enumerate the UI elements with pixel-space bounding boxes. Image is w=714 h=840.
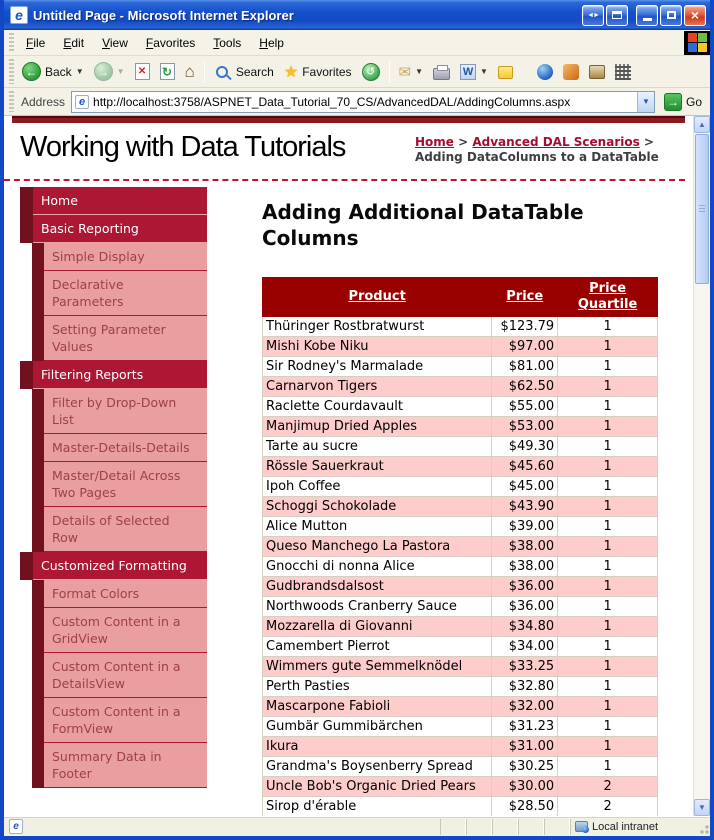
vertical-scrollbar[interactable] xyxy=(693,116,710,816)
sidebar-level-block xyxy=(32,743,44,788)
status-pane xyxy=(492,819,518,835)
cell-price: $45.00 xyxy=(492,477,558,497)
table-row xyxy=(263,577,658,597)
cell-product: Carnarvon Tigers xyxy=(263,377,492,397)
table-row xyxy=(263,417,658,437)
status-page-icon: e xyxy=(9,819,23,834)
stop-button[interactable] xyxy=(130,60,155,83)
table-row xyxy=(263,637,658,657)
sidebar-item-label: Master/Detail Across Two Pages xyxy=(44,462,207,507)
security-zone xyxy=(570,819,698,835)
cell-product: Gnocchi di nonna Alice xyxy=(263,557,492,577)
cell-product: Schoggi Schokolade xyxy=(263,497,492,517)
table-row xyxy=(263,457,658,477)
cell-quartile: 1 xyxy=(558,577,658,597)
edit-dropdown-icon[interactable]: ▼ xyxy=(480,67,488,76)
mail-icon: ✉ xyxy=(398,63,412,81)
table-row xyxy=(263,677,658,697)
address-input[interactable] xyxy=(71,91,655,113)
table-row xyxy=(263,377,658,397)
breadcrumb-separator: > xyxy=(639,135,654,149)
cell-quartile: 1 xyxy=(558,537,658,557)
cell-product: Sirop d'érable xyxy=(263,797,492,817)
sidebar-item-label: Format Colors xyxy=(44,580,207,608)
ie-app-icon: e xyxy=(10,6,28,24)
address-url[interactable]: http://localhost:3758/ASPNET_Data_Tutorial_70_CS/AdvancedDAL/AddingColumns.aspx xyxy=(93,94,571,109)
cell-quartile: 2 xyxy=(558,797,658,817)
menu-item[interactable]: File xyxy=(26,35,46,50)
sidebar-level-block xyxy=(20,215,33,243)
sidebar-level-block xyxy=(32,462,44,507)
sidebar-item-label: Summary Data in Footer xyxy=(44,743,207,788)
column-header-price xyxy=(492,278,558,317)
breadcrumb-link-home[interactable]: Home xyxy=(415,135,454,149)
cell-price: $55.00 xyxy=(492,397,558,417)
breadcrumb-link-section[interactable]: Advanced DAL Scenarios xyxy=(472,135,640,149)
sidebar-item-label: Customized Formatting xyxy=(33,552,207,580)
resize-grip[interactable] xyxy=(698,819,710,835)
cell-product: Mascarpone Fabioli xyxy=(263,697,492,717)
close-button[interactable]: × xyxy=(684,5,706,26)
cell-product: Gudbrandsdalsost xyxy=(263,577,492,597)
sort-quartile-link[interactable]: Price Quartile xyxy=(577,281,638,312)
print-icon xyxy=(433,68,450,80)
cell-price: $36.00 xyxy=(492,577,558,597)
forward-icon: → xyxy=(94,62,113,81)
scroll-track[interactable] xyxy=(694,133,710,799)
word-icon: W xyxy=(460,64,476,80)
sidebar-level-block xyxy=(32,316,44,361)
sidebar-level-block xyxy=(32,653,44,698)
cell-quartile: 1 xyxy=(558,677,658,697)
tile-windows-button[interactable]: ◄► xyxy=(582,5,604,26)
cell-product: Manjimup Dried Apples xyxy=(263,417,492,437)
book-icon xyxy=(589,65,605,79)
minimize-icon xyxy=(643,18,652,21)
page-header xyxy=(4,123,685,181)
sidebar-level-block xyxy=(32,507,44,552)
sidebar-item[interactable] xyxy=(20,215,207,243)
sidebar-item[interactable] xyxy=(32,316,207,361)
favorites-button[interactable] xyxy=(279,59,357,85)
table-row xyxy=(263,357,658,377)
table-row xyxy=(263,517,658,537)
maximize-button[interactable] xyxy=(660,5,682,26)
table-row xyxy=(263,437,658,457)
table-row xyxy=(263,717,658,737)
cell-quartile: 1 xyxy=(558,717,658,737)
cell-quartile: 2 xyxy=(558,777,658,797)
sidebar-level-block xyxy=(32,434,44,462)
cell-product: Tarte au sucre xyxy=(263,437,492,457)
menu-item[interactable]: Favorites xyxy=(145,35,196,50)
cell-product: Perth Pasties xyxy=(263,677,492,697)
sidebar-item-label: Details of Selected Row xyxy=(44,507,207,552)
back-label: Back xyxy=(45,64,72,79)
address-bar xyxy=(4,88,710,116)
cell-product: Raclette Courdavault xyxy=(263,397,492,417)
cell-quartile: 1 xyxy=(558,557,658,577)
sidebar-nav xyxy=(20,187,207,788)
menu-bar xyxy=(4,30,710,56)
cell-price: $53.00 xyxy=(492,417,558,437)
status-pane xyxy=(440,819,466,835)
cell-product: Wimmers gute Semmelknödel xyxy=(263,657,492,677)
sidebar-level-block xyxy=(32,608,44,653)
cell-price: $97.00 xyxy=(492,337,558,357)
cell-price: $30.00 xyxy=(492,777,558,797)
cell-product: Uncle Bob's Organic Dried Pears xyxy=(263,777,492,797)
cell-quartile: 1 xyxy=(558,697,658,717)
stop-icon: ✕ xyxy=(135,63,150,80)
sidebar-item[interactable] xyxy=(20,187,207,215)
page-content xyxy=(4,116,693,816)
sidebar-item-label: Custom Content in a FormView xyxy=(44,698,207,743)
sidebar-item[interactable] xyxy=(32,243,207,271)
sidebar-level-block xyxy=(32,698,44,743)
cell-quartile: 1 xyxy=(558,417,658,437)
table-row xyxy=(263,317,658,337)
toolbar-grip[interactable] xyxy=(9,59,14,84)
scroll-down-button[interactable]: ▼ xyxy=(694,799,710,816)
sidebar-item[interactable] xyxy=(32,698,207,743)
go-arrow-icon: → xyxy=(664,93,682,111)
sidebar-item-label: Setting Parameter Values xyxy=(44,316,207,361)
cell-product: Thüringer Rostbratwurst xyxy=(263,317,492,337)
cell-price: $39.00 xyxy=(492,517,558,537)
go-button[interactable] xyxy=(660,92,706,112)
mail-dropdown-icon[interactable]: ▼ xyxy=(415,67,424,76)
column-header-price-quartile xyxy=(558,278,658,317)
table-row xyxy=(263,557,658,577)
sidebar-item-label: Custom Content in a DetailsView xyxy=(44,653,207,698)
sidebar-item-label: Basic Reporting xyxy=(33,215,207,243)
article-heading: Adding Additional DataTable Columns xyxy=(262,200,584,250)
breadcrumb-current: Adding DataColumns to a DataTable xyxy=(415,150,659,164)
popout-icon xyxy=(612,11,622,19)
history-icon: ↺ xyxy=(362,63,380,81)
sidebar-level-block xyxy=(20,361,33,389)
sidebar-item[interactable] xyxy=(32,434,207,462)
column-header-product xyxy=(263,278,492,317)
cell-product: Gumbär Gummibärchen xyxy=(263,717,492,737)
menu-item[interactable]: Edit xyxy=(63,35,85,50)
sidebar-level-block xyxy=(20,552,33,580)
table-row xyxy=(263,777,658,797)
minimize-button[interactable] xyxy=(636,5,658,26)
page-top-rule xyxy=(12,116,685,123)
cell-product: Ipoh Coffee xyxy=(263,477,492,497)
search-icon xyxy=(216,66,228,78)
sidebar-item[interactable] xyxy=(32,462,207,507)
sidebar-item[interactable] xyxy=(20,552,207,580)
cell-price: $38.00 xyxy=(492,557,558,577)
cell-product: Camembert Pierrot xyxy=(263,637,492,657)
maximize-icon xyxy=(667,11,676,19)
toolbar-grip[interactable] xyxy=(9,33,14,53)
cell-quartile: 1 xyxy=(558,497,658,517)
table-row xyxy=(263,337,658,357)
sidebar-item[interactable] xyxy=(32,507,207,552)
cell-quartile: 1 xyxy=(558,637,658,657)
encarta-button[interactable] xyxy=(584,62,610,82)
cell-quartile: 1 xyxy=(558,437,658,457)
toolbar-separator xyxy=(389,61,390,83)
sidebar-item-label: Filter by Drop-Down List xyxy=(44,389,207,434)
main-article xyxy=(262,181,658,816)
cell-product: Mozzarella di Giovanni xyxy=(263,617,492,637)
menu-item[interactable]: Help xyxy=(259,35,284,50)
table-row xyxy=(263,757,658,777)
cell-product: Alice Mutton xyxy=(263,517,492,537)
home-icon: ⌂ xyxy=(184,62,195,81)
table-row xyxy=(263,497,658,517)
cell-price: $36.00 xyxy=(492,597,558,617)
cell-product: Queso Manchego La Pastora xyxy=(263,537,492,557)
sidebar-item[interactable] xyxy=(32,389,207,434)
swoosh-icon xyxy=(563,64,579,80)
title-bar xyxy=(4,0,710,30)
research-button[interactable] xyxy=(558,61,584,83)
forward-button[interactable] xyxy=(89,59,130,84)
cell-price: $49.30 xyxy=(492,437,558,457)
table-row xyxy=(263,737,658,757)
sort-price-link[interactable]: Price xyxy=(506,289,544,304)
breadcrumb-separator: > xyxy=(453,135,473,149)
sidebar-item[interactable] xyxy=(32,653,207,698)
sidebar-item-label: Declarative Parameters xyxy=(44,271,207,316)
sidebar-level-block xyxy=(32,243,44,271)
table-header-row xyxy=(263,278,658,317)
edit-word-button[interactable] xyxy=(455,61,493,83)
cell-quartile: 1 xyxy=(558,477,658,497)
cell-price: $123.79 xyxy=(492,317,558,337)
cell-price: $32.00 xyxy=(492,697,558,717)
zone-label: Local intranet xyxy=(592,820,659,833)
history-button[interactable] xyxy=(357,60,385,84)
menu-item[interactable]: Tools xyxy=(213,35,242,50)
table-row xyxy=(263,697,658,717)
table-row xyxy=(263,477,658,497)
cell-quartile: 1 xyxy=(558,597,658,617)
sidebar-level-block xyxy=(32,271,44,316)
window-title: Untitled Page - Microsoft Internet Explorer xyxy=(33,7,294,23)
go-label: Go xyxy=(685,94,702,109)
cell-product: Grandma's Boysenberry Spread xyxy=(263,757,492,777)
cell-price: $33.25 xyxy=(492,657,558,677)
toolbar-grip[interactable] xyxy=(9,91,14,113)
cell-quartile: 1 xyxy=(558,457,658,477)
table-row xyxy=(263,397,658,417)
scroll-up-button[interactable]: ▲ xyxy=(694,116,710,133)
cell-price: $81.00 xyxy=(492,357,558,377)
search-label: Search xyxy=(235,64,274,79)
cell-quartile: 1 xyxy=(558,377,658,397)
refresh-button[interactable] xyxy=(155,60,180,83)
table-row xyxy=(263,657,658,677)
cell-product: Rössle Sauerkraut xyxy=(263,457,492,477)
cell-product: Ikura xyxy=(263,737,492,757)
windows-logo-throbber xyxy=(684,31,710,55)
status-pane xyxy=(544,819,570,835)
cell-product: Sir Rodney's Marmalade xyxy=(263,357,492,377)
page-icon: e xyxy=(75,95,89,109)
home-button[interactable] xyxy=(180,60,200,83)
cell-quartile: 1 xyxy=(558,657,658,677)
sidebar-item-label: Master-Details-Details xyxy=(44,434,207,462)
sidebar-item-label: Simple Display xyxy=(44,243,207,271)
cell-price: $62.50 xyxy=(492,377,558,397)
address-label: Address xyxy=(21,94,66,109)
table-row xyxy=(263,617,658,637)
status-pane xyxy=(518,819,544,835)
status-pane xyxy=(466,819,492,835)
cell-quartile: 1 xyxy=(558,337,658,357)
sidebar-item[interactable] xyxy=(32,580,207,608)
grid-tool-button[interactable] xyxy=(610,61,636,83)
discuss-button[interactable] xyxy=(493,61,518,82)
cell-quartile: 1 xyxy=(558,757,658,777)
sidebar-level-block xyxy=(32,389,44,434)
cell-price: $43.90 xyxy=(492,497,558,517)
back-icon: ← xyxy=(22,62,41,81)
breadcrumb xyxy=(415,131,677,165)
cell-price: $28.50 xyxy=(492,797,558,817)
print-button[interactable] xyxy=(428,61,455,83)
scroll-thumb[interactable] xyxy=(695,134,709,284)
forward-dropdown-icon: ▼ xyxy=(116,67,125,76)
products-gridview xyxy=(262,277,658,816)
popout-button[interactable] xyxy=(606,5,628,26)
sidebar-level-block xyxy=(32,580,44,608)
cell-price: $45.60 xyxy=(492,457,558,477)
sidebar-item[interactable] xyxy=(32,608,207,653)
sidebar-item[interactable] xyxy=(20,361,207,389)
sidebar-item[interactable] xyxy=(32,743,207,788)
messenger-button[interactable] xyxy=(532,61,558,83)
cell-price: $34.80 xyxy=(492,617,558,637)
sidebar-item-label: Custom Content in a GridView xyxy=(44,608,207,653)
cell-product: Northwoods Cranberry Sauce xyxy=(263,597,492,617)
site-title: Working with Data Tutorials xyxy=(20,131,346,163)
cell-quartile: 1 xyxy=(558,317,658,337)
favorites-star-icon: ★ xyxy=(283,63,299,81)
search-button[interactable] xyxy=(209,61,279,83)
table-row xyxy=(263,797,658,817)
favorites-label: Favorites xyxy=(302,64,352,79)
toolbar-separator xyxy=(204,61,205,83)
status-bar xyxy=(4,816,710,836)
standard-toolbar xyxy=(4,56,710,88)
sidebar-item[interactable] xyxy=(32,271,207,316)
mail-button[interactable] xyxy=(394,60,429,84)
cell-price: $31.23 xyxy=(492,717,558,737)
cell-quartile: 1 xyxy=(558,517,658,537)
sort-product-link[interactable]: Product xyxy=(348,289,406,304)
back-dropdown-icon[interactable]: ▼ xyxy=(75,67,84,76)
cell-quartile: 1 xyxy=(558,737,658,757)
address-dropdown-button[interactable]: ▼ xyxy=(637,92,654,112)
back-button[interactable] xyxy=(17,59,89,84)
sphere-icon xyxy=(537,64,553,80)
refresh-icon: ↻ xyxy=(160,63,175,80)
cell-quartile: 1 xyxy=(558,357,658,377)
table-row xyxy=(263,597,658,617)
cell-price: $32.80 xyxy=(492,677,558,697)
sidebar-level-block xyxy=(20,187,33,215)
cell-price: $31.00 xyxy=(492,737,558,757)
sidebar-item-label: Home xyxy=(33,187,207,215)
sidebar-item-label: Filtering Reports xyxy=(33,361,207,389)
local-intranet-icon xyxy=(575,821,588,832)
cell-price: $30.25 xyxy=(492,757,558,777)
cell-product: Mishi Kobe Niku xyxy=(263,337,492,357)
cell-quartile: 1 xyxy=(558,617,658,637)
cell-price: $38.00 xyxy=(492,537,558,557)
grid-icon xyxy=(615,64,631,80)
note-icon xyxy=(498,66,513,79)
cell-quartile: 1 xyxy=(558,397,658,417)
cell-price: $34.00 xyxy=(492,637,558,657)
menu-item[interactable]: View xyxy=(102,35,128,50)
table-row xyxy=(263,537,658,557)
